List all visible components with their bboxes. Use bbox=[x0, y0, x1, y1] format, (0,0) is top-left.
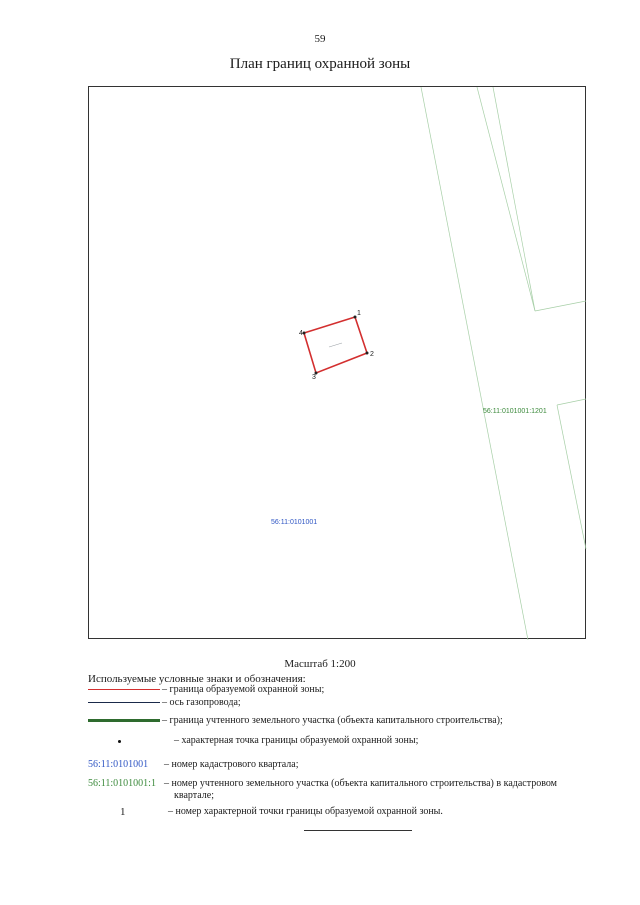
legend-parcel-text-line1: – номер учтенного земельного участка (объекта капитального строительства) в кадастровом bbox=[164, 778, 558, 789]
char-point-4-label: 4 bbox=[299, 330, 303, 337]
parcel-boundary-line-mid bbox=[477, 87, 535, 311]
legend-char-point-text: – характерная точка границы образуемой охранной зоны; bbox=[174, 735, 419, 746]
end-divider bbox=[304, 830, 412, 831]
point-number-sample: 1 bbox=[120, 806, 126, 818]
legend-heading: Используемые условные знаки и обозначения: bbox=[88, 673, 306, 685]
char-point-swatch bbox=[118, 740, 121, 743]
map-canvas bbox=[89, 87, 587, 640]
char-point-2-marker bbox=[366, 352, 369, 355]
char-point-2-label: 2 bbox=[370, 351, 374, 358]
gas-axis-swatch bbox=[88, 702, 160, 703]
page-number: 59 bbox=[314, 33, 326, 45]
page-title: План границ охранной зоны bbox=[229, 56, 411, 72]
legend-gas-axis-text: – ось газопровода; bbox=[162, 697, 241, 708]
map-scale: Масштаб 1:200 bbox=[284, 658, 356, 670]
quarter-label: 56:11:0101001 bbox=[271, 519, 318, 526]
gas-pipeline-axis bbox=[329, 343, 342, 347]
parcel-label: 56:11:0101001:1201 bbox=[483, 408, 547, 415]
zone-border-swatch bbox=[88, 689, 160, 690]
parcel-boundary-line-right bbox=[557, 405, 586, 549]
parcel-code-sample: 56:11:0101001:1 bbox=[88, 778, 156, 789]
map-frame bbox=[88, 86, 586, 639]
legend-parcel-text-line2: квартале; bbox=[174, 790, 214, 801]
char-point-1-label: 1 bbox=[357, 310, 361, 317]
quarter-code-sample: 56:11:0101001 bbox=[88, 759, 149, 770]
char-point-4-marker bbox=[303, 332, 306, 335]
legend-quarter-text: – номер кадастрового квартала; bbox=[164, 759, 299, 770]
parcel-boundary-lines bbox=[421, 87, 586, 640]
legend-parcel-border-text: – граница учтенного земельного участка (объекта капитального строительства); bbox=[162, 715, 503, 726]
parcel-boundary-line-lower-step bbox=[557, 399, 586, 405]
parcel-boundary-line-left bbox=[421, 87, 528, 640]
legend-point-number-text: – номер характерной точки границы образуемой охранной зоны. bbox=[168, 806, 443, 817]
legend-zone-border-text: – граница образуемой охранной зоны; bbox=[162, 684, 325, 695]
parcel-boundary-line-upper-step bbox=[535, 301, 586, 311]
parcel-boundary-line-inner bbox=[493, 87, 535, 311]
parcel-border-swatch bbox=[88, 719, 160, 722]
char-point-3-label: 3 bbox=[312, 374, 316, 381]
